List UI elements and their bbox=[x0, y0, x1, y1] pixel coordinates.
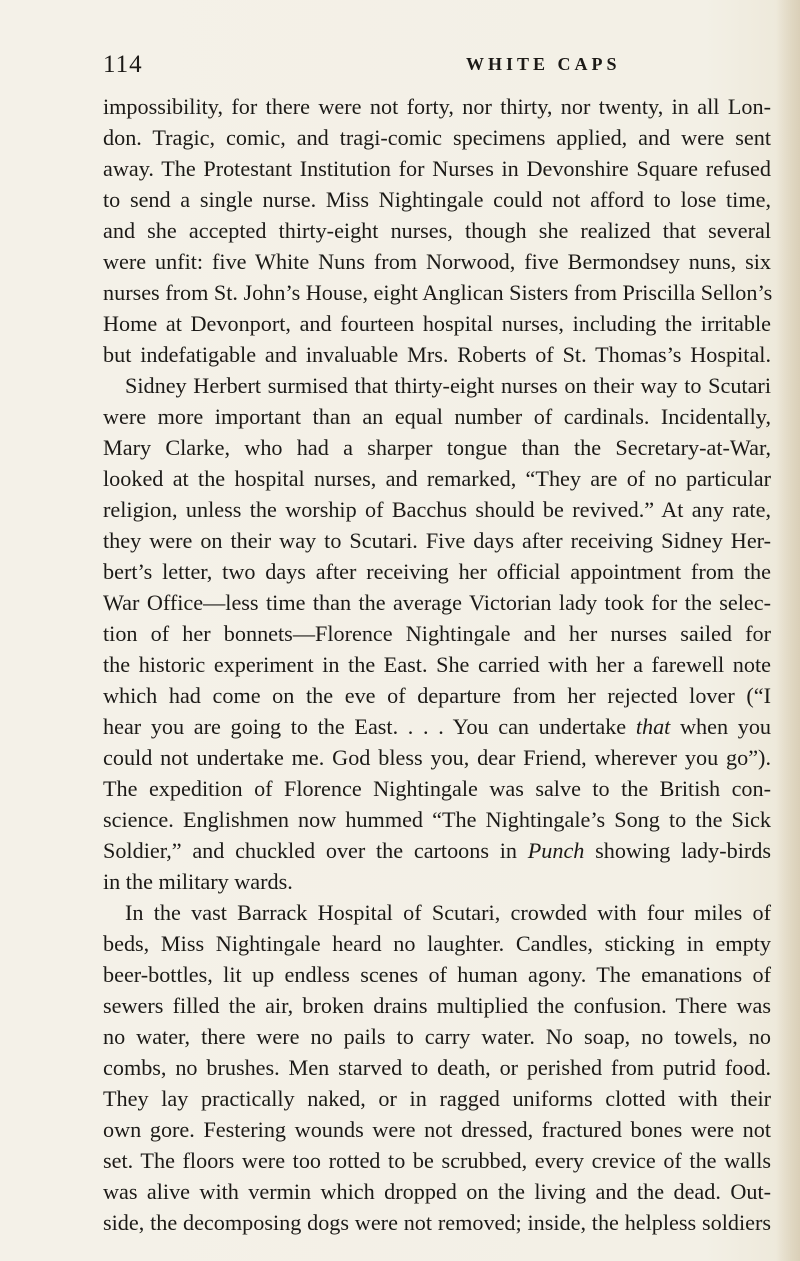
text-line bbox=[103, 711, 771, 742]
text-line: War Office—less time than the average Victorian lady took for the selec- bbox=[103, 590, 771, 615]
text-line: beds, Miss Nightingale heard no laughter. Candles, sticking in empty bbox=[103, 931, 771, 956]
text-line: They lay practically naked, or in ragged uniforms clotted with their bbox=[103, 1086, 771, 1111]
text-line: which had come on the eve of departure from her rejected lover (“I bbox=[103, 683, 771, 708]
body-text bbox=[103, 91, 771, 1238]
text-line: religion, unless the worship of Bacchus should be revived.” At any rate, bbox=[103, 497, 771, 522]
text-line: to send a single nurse. Miss Nightingale could not afford to lose time, bbox=[103, 187, 771, 212]
text-line: The expedition of Florence Nightingale was salve to the British con- bbox=[103, 776, 771, 801]
italic-word: Punch bbox=[527, 838, 585, 863]
page-edge-shadow bbox=[776, 0, 800, 1261]
text-line: Sidney Herbert surmised that thirty-eight nurses on their way to Scutari bbox=[125, 373, 771, 398]
text-line: nurses from St. John’s House, eight Anglican Sisters from Priscilla Sellon’s bbox=[103, 280, 773, 305]
text-line: were unfit: five White Nuns from Norwood, five Bermondsey nuns, six bbox=[103, 249, 771, 274]
running-head: WHITE CAPS bbox=[466, 54, 621, 74]
text-line bbox=[103, 835, 771, 866]
text-line: In the vast Barrack Hospital of Scutari, crowded with four miles of bbox=[125, 900, 771, 925]
text-line: was alive with vermin which dropped on the living and the dead. Out- bbox=[103, 1179, 771, 1204]
text-line: impossibility, for there were not forty, nor thirty, nor twenty, in all Lon- bbox=[103, 94, 771, 119]
text-line: away. The Protestant Institution for Nurses in Devonshire Square refused bbox=[103, 156, 771, 181]
text-line: bert’s letter, two days after receiving her official appointment from the bbox=[103, 559, 771, 584]
text-line: own gore. Festering wounds were not dressed, fractured bones were not bbox=[103, 1117, 771, 1142]
text-line: science. Englishmen now hummed “The Nightingale’s Song to the Sick bbox=[103, 807, 771, 832]
text-line: and she accepted thirty-eight nurses, though she realized that several bbox=[103, 218, 771, 243]
text-line: combs, no brushes. Men starved to death, or perished from putrid food. bbox=[103, 1055, 771, 1080]
text-line: side, the decomposing dogs were not removed; inside, the helpless soldiers bbox=[103, 1210, 771, 1235]
italic-word: that bbox=[635, 714, 671, 739]
text-segment: when you bbox=[680, 714, 772, 739]
text-segment: Soldier,” and chuckled over the cartoons in bbox=[103, 838, 517, 863]
text-line: but indefatigable and invaluable Mrs. Roberts of St. Thomas’s Hospital. bbox=[103, 342, 771, 367]
text-segment: hear you are going to the East. . . . You can undertake bbox=[103, 714, 627, 739]
text-line: no water, there were no pails to carry water. No soap, no towels, no bbox=[103, 1024, 771, 1049]
page-number: 114 bbox=[103, 51, 143, 78]
text-line: sewers filled the air, broken drains multiplied the confusion. There was bbox=[103, 993, 771, 1018]
text-line: Home at Devonport, and fourteen hospital nurses, including the irritable bbox=[103, 311, 771, 336]
text-line: looked at the hospital nurses, and remarked, “They are of no particular bbox=[103, 466, 771, 491]
text-line: could not undertake me. God bless you, dear Friend, wherever you go”). bbox=[103, 745, 771, 770]
text-line: they were on their way to Scutari. Five days after receiving Sidney Her- bbox=[103, 528, 771, 553]
text-line: the historic experiment in the East. She carried with her a farewell note bbox=[103, 652, 771, 677]
text-line: tion of her bonnets—Florence Nightingale and her nurses sailed for bbox=[103, 621, 771, 646]
text-line: beer-bottles, lit up endless scenes of human agony. The emanations of bbox=[103, 962, 771, 987]
text-line: set. The floors were too rotted to be scrubbed, every crevice of the walls bbox=[103, 1148, 771, 1173]
page-header bbox=[103, 43, 770, 83]
text-line: Mary Clarke, who had a sharper tongue than the Secretary-at-War, bbox=[103, 435, 771, 460]
text-line: don. Tragic, comic, and tragi-comic specimens applied, and were sent bbox=[103, 125, 771, 150]
text-segment: showing lady-birds bbox=[595, 838, 771, 863]
text-line: were more important than an equal number of cardinals. Incidentally, bbox=[103, 404, 771, 429]
text-line: in the military wards. bbox=[103, 869, 293, 894]
